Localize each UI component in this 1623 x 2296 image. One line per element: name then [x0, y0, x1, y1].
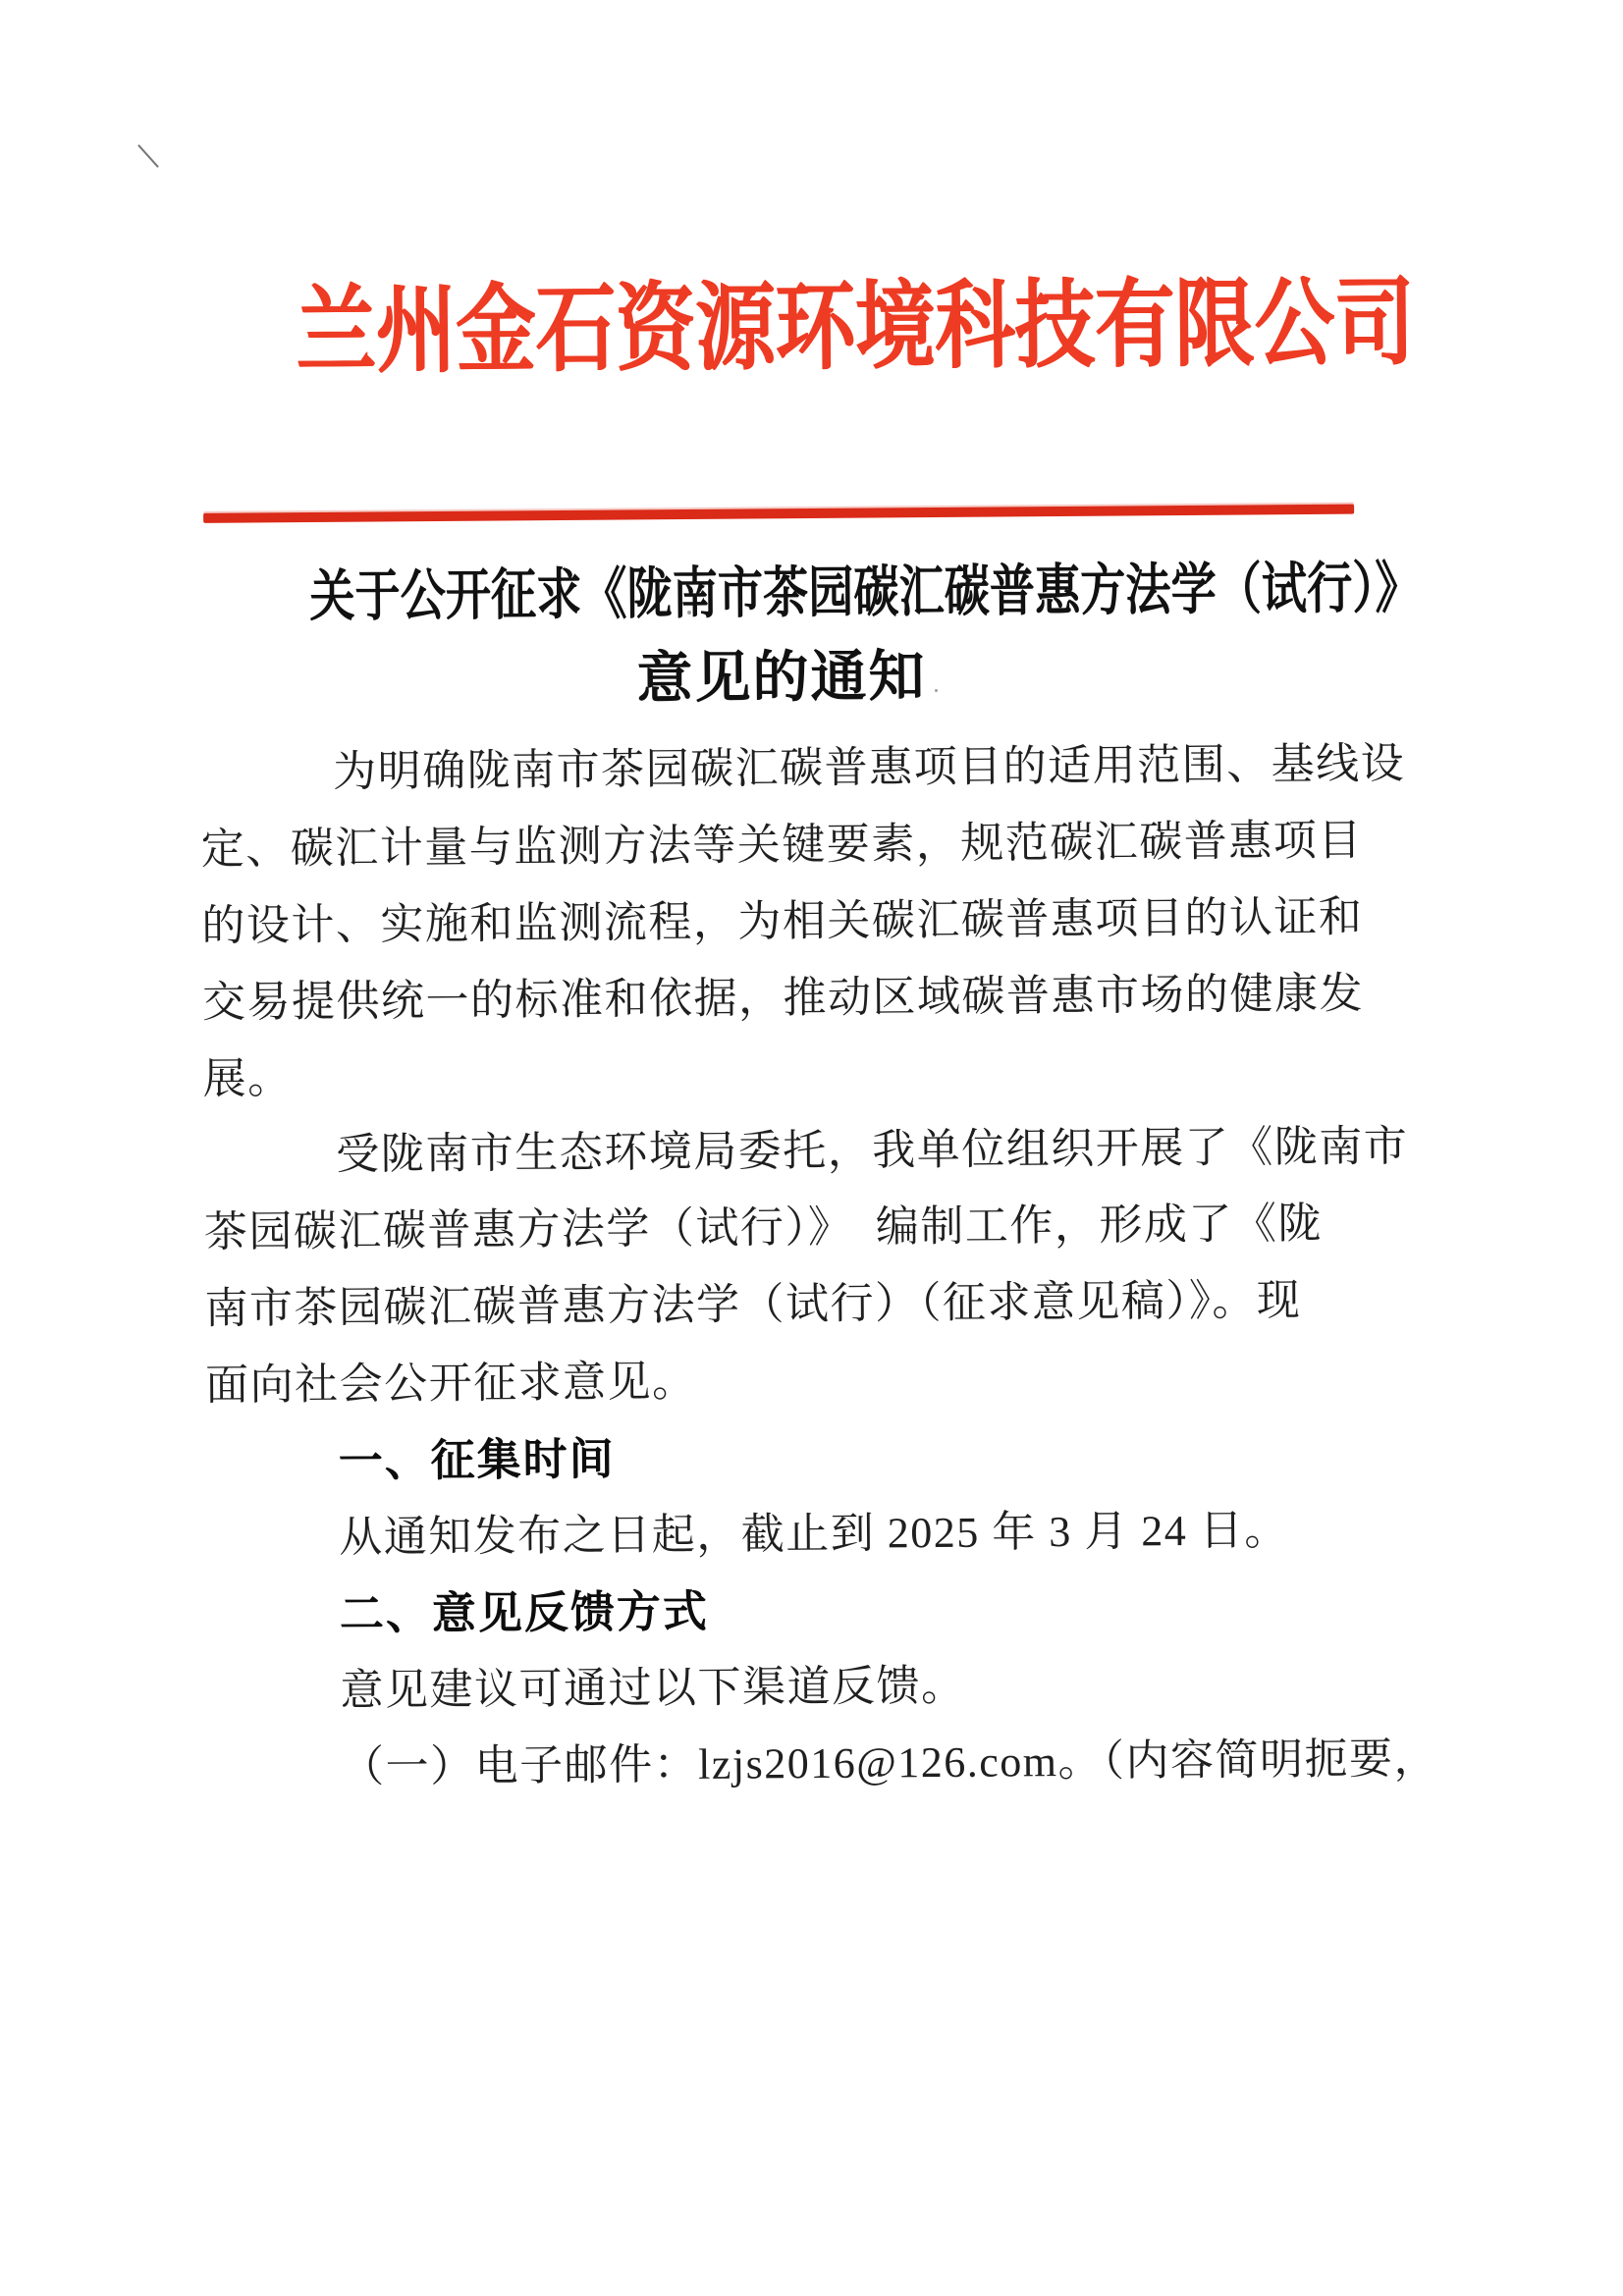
body-line: 展。	[202, 1053, 293, 1103]
notice-body	[200, 725, 1439, 1806]
letterhead-divider-rule	[203, 504, 1354, 522]
body-line: 面向社会公开征求意见。	[204, 1357, 697, 1410]
section-heading-collection-time: 一、征集时间	[338, 1433, 616, 1486]
notice-title-line2: 意见的通知	[636, 645, 927, 711]
body-line-email: （一）电子邮件：lzjs2016@126.com。（内容简明扼要，	[340, 1734, 1439, 1791]
letterhead-company-name: 兰州金石资源环境科技有限公司	[295, 271, 1415, 387]
body-line: 南市茶园碳汇碳普惠方法学（试行）（征求意见稿）》。现	[204, 1275, 1302, 1333]
body-line: 的设计、实施和监测流程，为相关碳汇碳普惠项目的认证和	[201, 892, 1364, 950]
body-line: 受陇南市生态环境局委托，我单位组织开展了《陇南市	[336, 1122, 1409, 1179]
notice-title-line1: 关于公开征求《陇南市茶园碳汇碳普惠方法学（试行）》	[309, 557, 1421, 628]
body-line: 定、碳汇计量与监测方法等关键要素，规范碳汇碳普惠项目	[200, 816, 1363, 874]
body-line: 交易提供统一的标准和依据，推动区域碳普惠市场的健康发	[201, 969, 1365, 1027]
body-line-deadline: 从通知发布之日起，截止到 2025 年 3 月 24 日。	[339, 1505, 1289, 1562]
body-line: 意见建议可通过以下渠道反馈。	[340, 1661, 966, 1715]
body-line: 为明确陇南市茶园碳汇碳普惠项目的适用范围、基线设	[332, 739, 1406, 796]
section-heading-feedback-method: 二、意见反馈方式	[339, 1585, 710, 1639]
notice-title	[198, 547, 1421, 724]
body-line: 茶园碳汇碳普惠方法学（试行）》 编制工作，形成了《陇	[203, 1199, 1324, 1256]
